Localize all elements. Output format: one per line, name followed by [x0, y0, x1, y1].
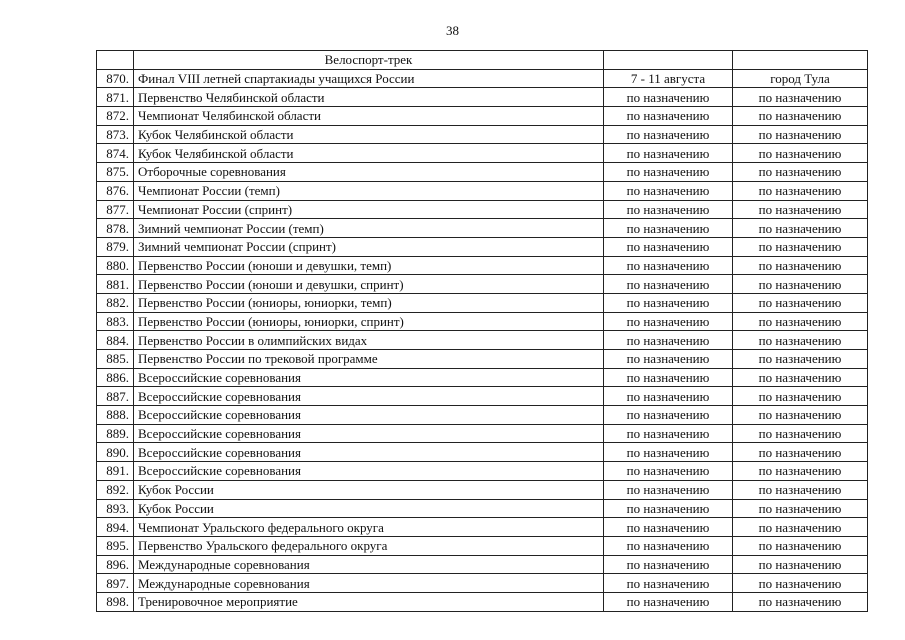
event-place: по назначению [733, 181, 868, 200]
event-place: по назначению [733, 293, 868, 312]
row-number: 892. [97, 480, 134, 499]
event-date: по назначению [604, 406, 733, 425]
table-row [97, 574, 868, 593]
table-row [97, 387, 868, 406]
table-row [97, 592, 868, 611]
event-place: по назначению [733, 163, 868, 182]
event-place: по назначению [733, 219, 868, 238]
event-date: по назначению [604, 237, 733, 256]
event-place: по назначению [733, 256, 868, 275]
row-number: 889. [97, 424, 134, 443]
row-number: 897. [97, 574, 134, 593]
event-date: по назначению [604, 536, 733, 555]
event-place: по назначению [733, 574, 868, 593]
event-place: по назначению [733, 499, 868, 518]
table-row [97, 480, 868, 499]
header-empty-date-cell [604, 51, 733, 70]
event-date: по назначению [604, 443, 733, 462]
event-place: по назначению [733, 592, 868, 611]
event-place: по назначению [733, 125, 868, 144]
table-row [97, 536, 868, 555]
event-place: по назначению [733, 406, 868, 425]
event-date: по назначению [604, 144, 733, 163]
event-name: Международные соревнования [134, 574, 604, 593]
event-date: по назначению [604, 256, 733, 275]
event-name: Отборочные соревнования [134, 163, 604, 182]
row-number: 876. [97, 181, 134, 200]
event-date: по назначению [604, 499, 733, 518]
table-row [97, 200, 868, 219]
event-name: Кубок России [134, 499, 604, 518]
event-date: по назначению [604, 163, 733, 182]
events-table-body [97, 51, 868, 612]
event-name: Всероссийские соревнования [134, 424, 604, 443]
event-place: по назначению [733, 387, 868, 406]
event-date: по назначению [604, 181, 733, 200]
event-name: Всероссийские соревнования [134, 368, 604, 387]
event-name: Чемпионат Уральского федерального округа [134, 518, 604, 537]
table-row [97, 293, 868, 312]
event-date: по назначению [604, 293, 733, 312]
event-date: по назначению [604, 219, 733, 238]
table-row [97, 368, 868, 387]
header-empty-num-cell [97, 51, 134, 70]
row-number: 885. [97, 350, 134, 369]
event-name: Всероссийские соревнования [134, 406, 604, 425]
row-number: 896. [97, 555, 134, 574]
row-number: 880. [97, 256, 134, 275]
row-number: 884. [97, 331, 134, 350]
event-name: Первенство России (юниоры, юниорки, темп) [134, 293, 604, 312]
table-row [97, 518, 868, 537]
table-row [97, 163, 868, 182]
table-row [97, 237, 868, 256]
event-place: по назначению [733, 536, 868, 555]
event-place: по назначению [733, 107, 868, 126]
table-row [97, 88, 868, 107]
event-place: по назначению [733, 443, 868, 462]
table-row [97, 275, 868, 294]
section-header-row [97, 51, 868, 70]
event-name: Чемпионат Челябинской области [134, 107, 604, 126]
table-row [97, 144, 868, 163]
event-name: Кубок Челябинской области [134, 144, 604, 163]
table-row [97, 406, 868, 425]
event-name: Первенство России по трековой программе [134, 350, 604, 369]
event-name: Международные соревнования [134, 555, 604, 574]
row-number: 891. [97, 462, 134, 481]
event-date: по назначению [604, 88, 733, 107]
event-date: по назначению [604, 107, 733, 126]
event-place: по назначению [733, 555, 868, 574]
row-number: 881. [97, 275, 134, 294]
event-name: Всероссийские соревнования [134, 387, 604, 406]
event-name: Первенство России в олимпийских видах [134, 331, 604, 350]
row-number: 875. [97, 163, 134, 182]
table-row [97, 350, 868, 369]
row-number: 887. [97, 387, 134, 406]
event-place: по назначению [733, 312, 868, 331]
row-number: 893. [97, 499, 134, 518]
table-row [97, 331, 868, 350]
event-name: Кубок России [134, 480, 604, 499]
row-number: 870. [97, 69, 134, 88]
section-title: Велоспорт-трек [134, 51, 604, 70]
table-row [97, 424, 868, 443]
header-empty-place-cell [733, 51, 868, 70]
table-row [97, 107, 868, 126]
row-number: 883. [97, 312, 134, 331]
event-date: по назначению [604, 518, 733, 537]
event-place: по назначению [733, 144, 868, 163]
table-row [97, 181, 868, 200]
event-place: по назначению [733, 462, 868, 481]
event-date: по назначению [604, 350, 733, 369]
table-row [97, 462, 868, 481]
row-number: 873. [97, 125, 134, 144]
event-name: Первенство Уральского федерального округа [134, 536, 604, 555]
event-name: Зимний чемпионат России (темп) [134, 219, 604, 238]
event-date: по назначению [604, 574, 733, 593]
event-date: по назначению [604, 331, 733, 350]
event-name: Тренировочное мероприятие [134, 592, 604, 611]
event-place: по назначению [733, 518, 868, 537]
row-number: 878. [97, 219, 134, 238]
event-place: по назначению [733, 237, 868, 256]
row-number: 879. [97, 237, 134, 256]
table-row [97, 499, 868, 518]
event-name: Кубок Челябинской области [134, 125, 604, 144]
event-date: по назначению [604, 387, 733, 406]
table-row [97, 219, 868, 238]
event-date: по назначению [604, 555, 733, 574]
event-date: по назначению [604, 200, 733, 219]
event-name: Первенство Челябинской области [134, 88, 604, 107]
row-number: 886. [97, 368, 134, 387]
event-name: Чемпионат России (спринт) [134, 200, 604, 219]
row-number: 874. [97, 144, 134, 163]
table-row [97, 125, 868, 144]
row-number: 895. [97, 536, 134, 555]
row-number: 888. [97, 406, 134, 425]
event-date: по назначению [604, 312, 733, 331]
events-table [96, 50, 868, 612]
event-name: Первенство России (юниоры, юниорки, спринт) [134, 312, 604, 331]
event-date: по назначению [604, 368, 733, 387]
event-place: по назначению [733, 350, 868, 369]
event-name: Чемпионат России (темп) [134, 181, 604, 200]
row-number: 894. [97, 518, 134, 537]
row-number: 890. [97, 443, 134, 462]
table-row [97, 312, 868, 331]
event-date: по назначению [604, 424, 733, 443]
event-date: по назначению [604, 275, 733, 294]
event-date: по назначению [604, 462, 733, 481]
event-place: по назначению [733, 200, 868, 219]
event-date: по назначению [604, 592, 733, 611]
event-date: 7 - 11 августа [604, 69, 733, 88]
event-place: по назначению [733, 331, 868, 350]
event-name: Финал VIII летней спартакиады учащихся России [134, 69, 604, 88]
row-number: 882. [97, 293, 134, 312]
table-row [97, 256, 868, 275]
event-place: по назначению [733, 424, 868, 443]
event-place: по назначению [733, 275, 868, 294]
table-row [97, 69, 868, 88]
event-place: по назначению [733, 480, 868, 499]
event-date: по назначению [604, 125, 733, 144]
row-number: 872. [97, 107, 134, 126]
event-place: по назначению [733, 368, 868, 387]
table-row [97, 443, 868, 462]
event-name: Первенство России (юноши и девушки, темп) [134, 256, 604, 275]
row-number: 877. [97, 200, 134, 219]
event-place: по назначению [733, 88, 868, 107]
row-number: 871. [97, 88, 134, 107]
row-number: 898. [97, 592, 134, 611]
event-name: Зимний чемпионат России (спринт) [134, 237, 604, 256]
event-place: город Тула [733, 69, 868, 88]
page-number: 38 [446, 23, 459, 38]
event-name: Всероссийские соревнования [134, 443, 604, 462]
event-date: по назначению [604, 480, 733, 499]
event-name: Первенство России (юноши и девушки, спринт) [134, 275, 604, 294]
event-name: Всероссийские соревнования [134, 462, 604, 481]
table-row [97, 555, 868, 574]
